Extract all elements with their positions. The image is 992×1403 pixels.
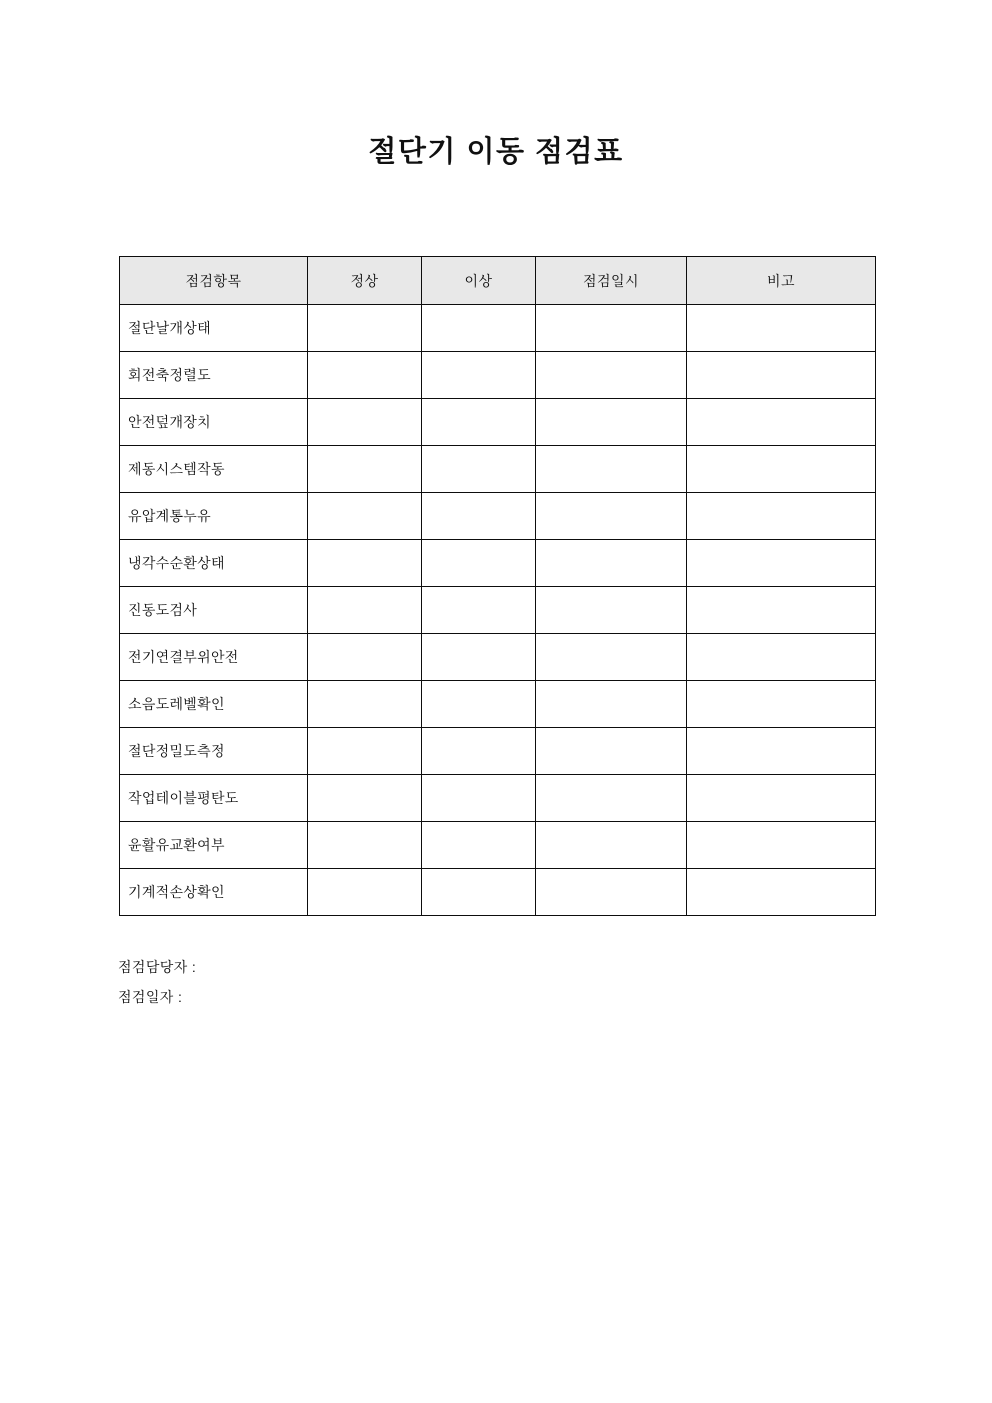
abnormal-check-cell[interactable] [422, 587, 536, 634]
abnormal-check-cell[interactable] [422, 540, 536, 587]
normal-check-cell[interactable] [308, 540, 422, 587]
normal-check-cell[interactable] [308, 869, 422, 916]
inspection-datetime-cell[interactable] [536, 493, 687, 540]
column-header-item: 점검항목 [120, 257, 308, 305]
table-row [120, 822, 876, 869]
abnormal-check-cell[interactable] [422, 634, 536, 681]
page-title: 절단기 이동 점검표 [368, 136, 624, 168]
inspection-datetime-cell[interactable] [536, 728, 687, 775]
table-row [120, 352, 876, 399]
remark-cell[interactable] [687, 775, 876, 822]
signature-block [118, 952, 518, 1012]
inspection-datetime-cell[interactable] [536, 305, 687, 352]
inspection-datetime-cell[interactable] [536, 634, 687, 681]
table-row [120, 587, 876, 634]
normal-check-cell[interactable] [308, 352, 422, 399]
abnormal-check-cell[interactable] [422, 399, 536, 446]
abnormal-check-cell[interactable] [422, 352, 536, 399]
table-row [120, 869, 876, 916]
normal-check-cell[interactable] [308, 493, 422, 540]
remark-cell[interactable] [687, 305, 876, 352]
normal-check-cell[interactable] [308, 399, 422, 446]
table-header [120, 257, 876, 305]
table-row [120, 634, 876, 681]
normal-check-cell[interactable] [308, 775, 422, 822]
remark-cell[interactable] [687, 822, 876, 869]
remark-cell[interactable] [687, 869, 876, 916]
remark-cell[interactable] [687, 587, 876, 634]
remark-cell[interactable] [687, 634, 876, 681]
remark-cell[interactable] [687, 446, 876, 493]
normal-check-cell[interactable] [308, 446, 422, 493]
abnormal-check-cell[interactable] [422, 822, 536, 869]
inspection-checklist-table [119, 256, 876, 916]
column-header-remark: 비고 [687, 257, 876, 305]
inspector-label: 점검담당자 : [118, 959, 197, 975]
table-header-row [120, 257, 876, 305]
column-header-abnormal: 이상 [422, 257, 536, 305]
inspection-datetime-cell[interactable] [536, 352, 687, 399]
inspection-item-label: 전기연결부위안전 [120, 634, 308, 681]
inspection-datetime-cell[interactable] [536, 399, 687, 446]
inspection-item-label: 안전덮개장치 [120, 399, 308, 446]
abnormal-check-cell[interactable] [422, 493, 536, 540]
column-header-normal: 정상 [308, 257, 422, 305]
normal-check-cell[interactable] [308, 305, 422, 352]
inspection-item-label: 소음도레벨확인 [120, 681, 308, 728]
table-row [120, 305, 876, 352]
table-row [120, 493, 876, 540]
abnormal-check-cell[interactable] [422, 775, 536, 822]
table-row [120, 775, 876, 822]
table-row [120, 728, 876, 775]
inspection-item-label: 절단날개상태 [120, 305, 308, 352]
inspection-datetime-cell[interactable] [536, 822, 687, 869]
remark-cell[interactable] [687, 493, 876, 540]
inspection-date-label: 점검일자 : [118, 989, 183, 1005]
column-header-datetime: 점검일시 [536, 257, 687, 305]
normal-check-cell[interactable] [308, 587, 422, 634]
inspection-item-label: 진동도검사 [120, 587, 308, 634]
inspection-datetime-cell[interactable] [536, 869, 687, 916]
table-body [120, 305, 876, 916]
normal-check-cell[interactable] [308, 822, 422, 869]
remark-cell[interactable] [687, 728, 876, 775]
inspection-datetime-cell[interactable] [536, 681, 687, 728]
normal-check-cell[interactable] [308, 634, 422, 681]
abnormal-check-cell[interactable] [422, 681, 536, 728]
table-row [120, 446, 876, 493]
table-row [120, 681, 876, 728]
inspection-datetime-cell[interactable] [536, 587, 687, 634]
remark-cell[interactable] [687, 352, 876, 399]
inspection-item-label: 냉각수순환상태 [120, 540, 308, 587]
inspection-datetime-cell[interactable] [536, 446, 687, 493]
abnormal-check-cell[interactable] [422, 728, 536, 775]
inspection-item-label: 작업테이블평탄도 [120, 775, 308, 822]
abnormal-check-cell[interactable] [422, 446, 536, 493]
remark-cell[interactable] [687, 681, 876, 728]
normal-check-cell[interactable] [308, 681, 422, 728]
normal-check-cell[interactable] [308, 728, 422, 775]
remark-cell[interactable] [687, 540, 876, 587]
abnormal-check-cell[interactable] [422, 869, 536, 916]
abnormal-check-cell[interactable] [422, 305, 536, 352]
inspection-item-label: 회전축정렬도 [120, 352, 308, 399]
inspection-datetime-cell[interactable] [536, 540, 687, 587]
remark-cell[interactable] [687, 399, 876, 446]
inspection-item-label: 기계적손상확인 [120, 869, 308, 916]
inspection-datetime-cell[interactable] [536, 775, 687, 822]
inspection-item-label: 제동시스템작동 [120, 446, 308, 493]
table-row [120, 399, 876, 446]
inspection-item-label: 유압계통누유 [120, 493, 308, 540]
inspection-item-label: 절단정밀도측정 [120, 728, 308, 775]
table-row [120, 540, 876, 587]
inspection-item-label: 윤활유교환여부 [120, 822, 308, 869]
